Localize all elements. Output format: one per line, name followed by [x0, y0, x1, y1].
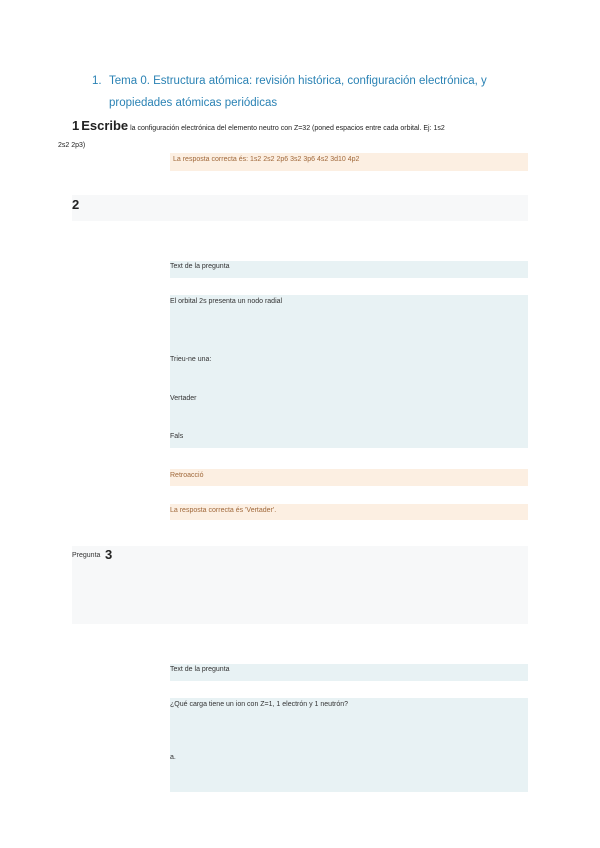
question-1-number: 1: [72, 118, 80, 133]
question-2-feedback-label-box: [170, 469, 528, 486]
question-3-statement: ¿Qué carga tiene un ion con Z=1, 1 electrón y 1 neutrón?: [170, 701, 349, 708]
question-2-feedback-label: Retroacció: [170, 472, 204, 479]
question-1-text-line1: la configuración electrónica del elemento neutro con Z=32 (poned espacios entre cada orbital. Ej: 1s2: [130, 125, 445, 132]
option-vertader[interactable]: Vertader: [170, 395, 197, 402]
question-1-answer: La resposta correcta és: 1s2 2s2 2p6 3s2 3p6 4s2 3d10 4p2: [173, 156, 360, 163]
question-3-header: [72, 546, 528, 624]
question-3-number: 3: [105, 547, 113, 562]
question-3-label-box: [170, 664, 528, 681]
question-3-prefix: Pregunta: [72, 552, 101, 559]
question-2-feedback-answer-box: [170, 504, 528, 520]
question-3-content-box: [170, 698, 528, 792]
question-2-header: [72, 195, 528, 221]
question-1-text-line2: 2s2 2p3): [58, 142, 86, 149]
question-2-statement: El orbital 2s presenta un nodo radial: [170, 298, 283, 305]
question-1-bold-word: Escribe: [81, 118, 129, 133]
question-2-label-box: [170, 261, 528, 278]
question-2-label: Text de la pregunta: [170, 263, 230, 270]
heading-number: 1.: [92, 75, 102, 87]
question-2-content-box: [170, 295, 528, 448]
option-fals[interactable]: Fals: [170, 433, 184, 440]
question-2-number: 2: [72, 197, 80, 212]
option-a[interactable]: a.: [170, 754, 176, 761]
question-2-choose-label: Trieu-ne una:: [170, 356, 212, 363]
question-3-label: Text de la pregunta: [170, 666, 230, 673]
heading-title-link[interactable]: Tema 0. Estructura atómica: revisión histórica, configuración electrónica, y propiedades atómicas periódicas: [109, 75, 487, 109]
question-1-answer-box: [170, 153, 528, 171]
question-1-prompt: [58, 116, 532, 149]
question-2-feedback-answer: La resposta correcta és 'Vertader'.: [170, 507, 277, 514]
